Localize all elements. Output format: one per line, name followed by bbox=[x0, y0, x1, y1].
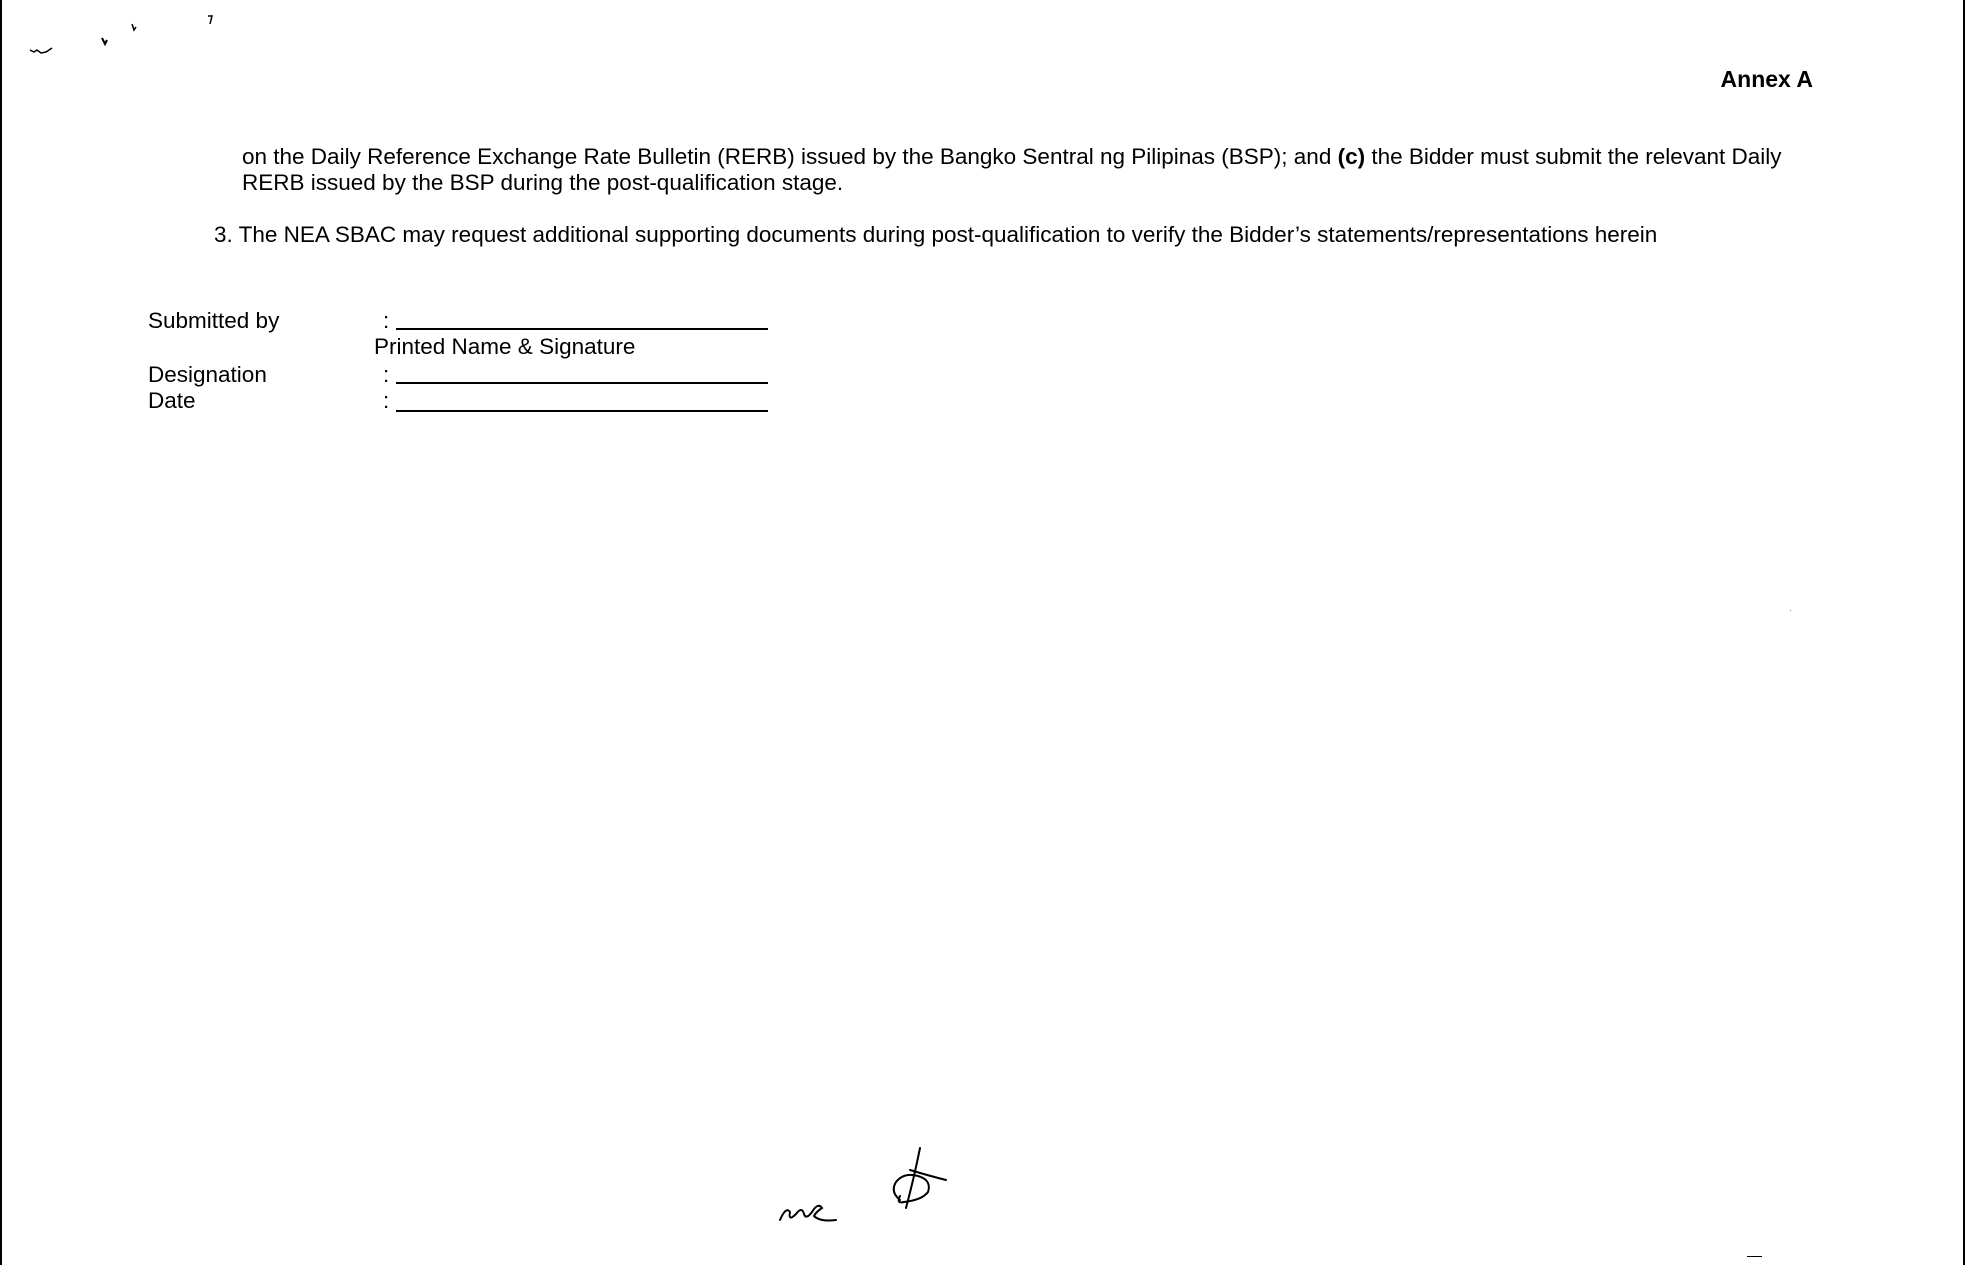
paragraph-bold-marker: (c) bbox=[1337, 144, 1366, 169]
list-item-three: 3. The NEA SBAC may request additional supporting documents during post-qualification to verify the Bidder’s statements/representations herein bbox=[214, 222, 1658, 247]
date-field[interactable] bbox=[396, 410, 768, 412]
designation-field[interactable] bbox=[396, 382, 768, 384]
designation-colon: : bbox=[383, 362, 390, 387]
designation-label: Designation bbox=[148, 362, 267, 387]
scan-speck bbox=[1790, 610, 1791, 611]
scan-marks bbox=[20, 8, 230, 68]
bottom-dash bbox=[1747, 1256, 1762, 1257]
annex-label: Annex A bbox=[1720, 66, 1813, 92]
submitted-by-label: Submitted by bbox=[148, 308, 280, 333]
date-label: Date bbox=[148, 388, 196, 413]
date-colon: : bbox=[383, 388, 390, 413]
page-border-left bbox=[0, 0, 2, 1265]
paragraph-text-end: the Bidder must submit the relevant Daily RERB issued by the BSP during the post-qualification stage. bbox=[242, 144, 1782, 195]
submitted-by-field[interactable] bbox=[396, 328, 768, 330]
handwritten-initials-signature bbox=[770, 1140, 970, 1230]
signature-caption: Printed Name & Signature bbox=[374, 334, 636, 359]
submitted-by-colon: : bbox=[383, 308, 390, 333]
paragraph-text-start: on the Daily Reference Exchange Rate Bulletin (RERB) issued by the Bangko Sentral ng Pilipinas (BSP); and bbox=[242, 144, 1338, 169]
continued-paragraph bbox=[242, 144, 1822, 196]
